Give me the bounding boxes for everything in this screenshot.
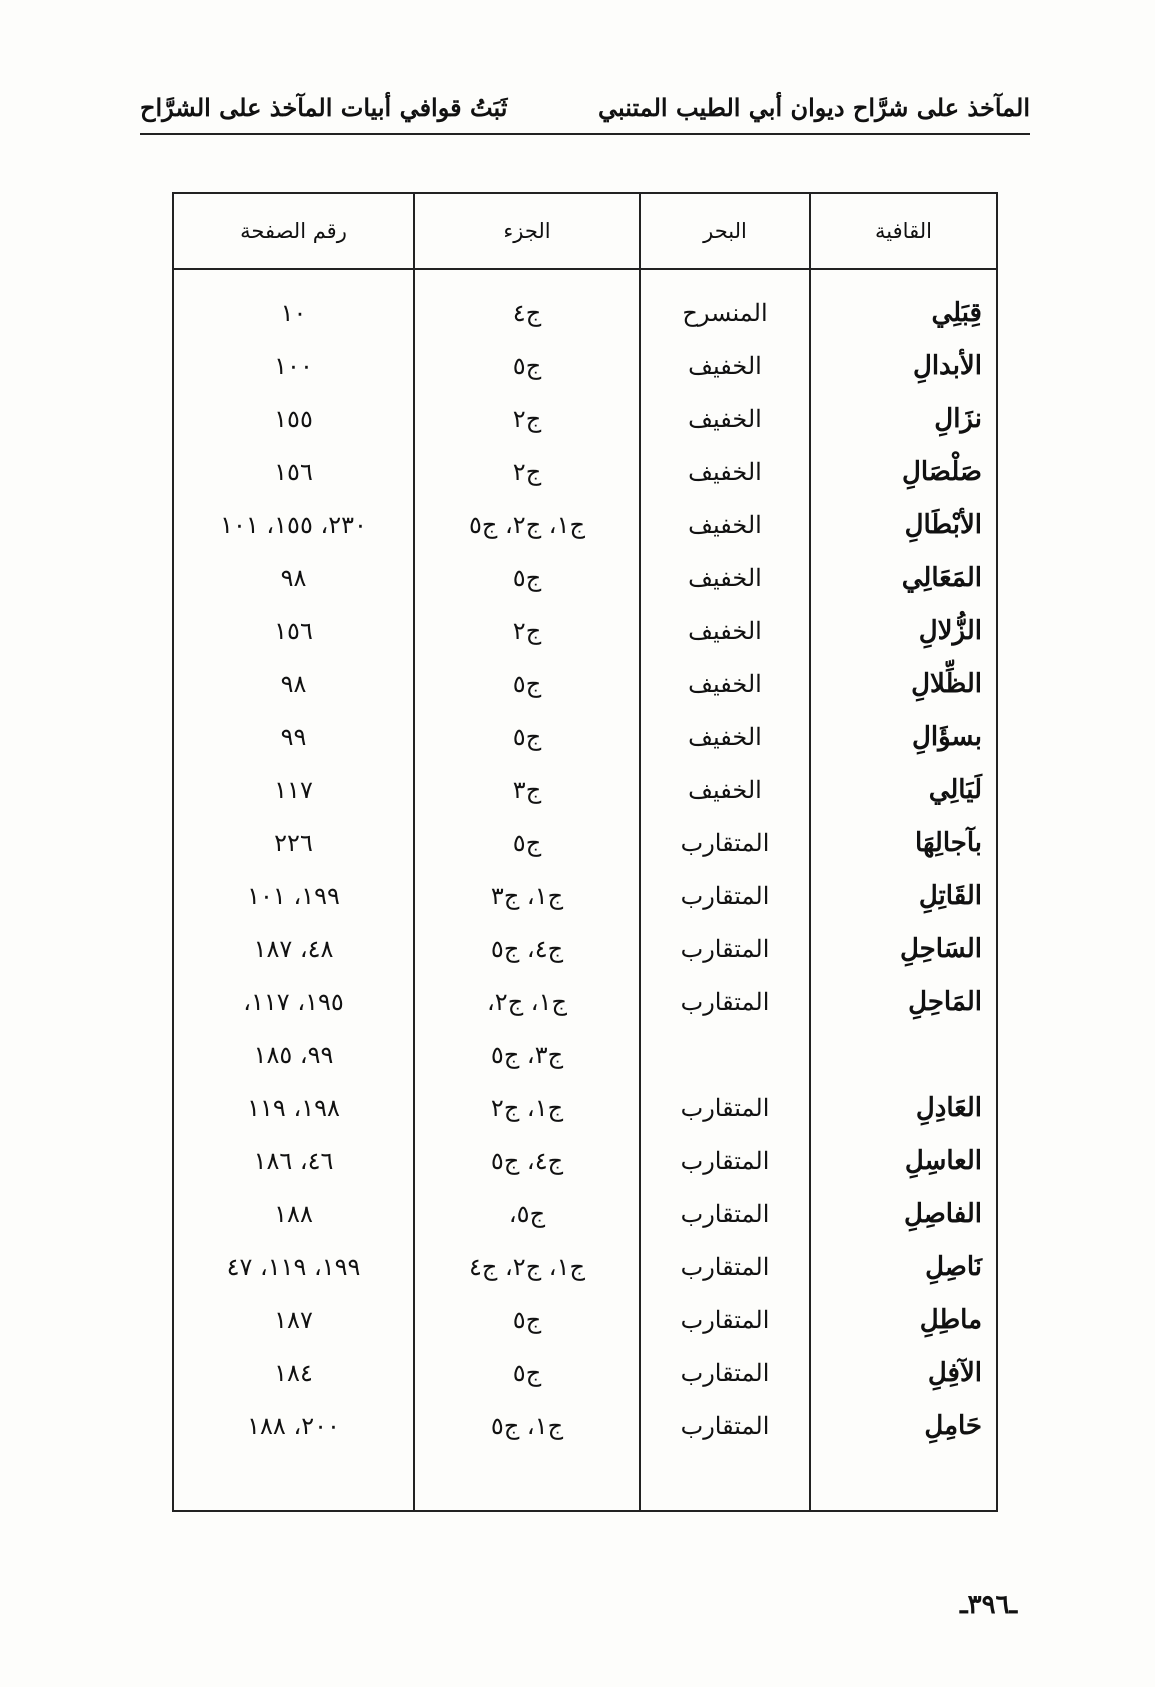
table-spacer-row <box>174 269 996 286</box>
page-cell: ١٠٠ <box>274 351 313 380</box>
qafia-cell: الأبْطَالِ <box>810 498 996 551</box>
page-number: ـ٣٩٦ـ <box>960 1590 1018 1620</box>
spacer-cell <box>414 1452 640 1510</box>
page-cell: ١٨٤ <box>274 1358 313 1387</box>
table-row <box>174 339 996 392</box>
page-cell: ٩٨ <box>280 563 307 592</box>
qafia-cell: نَاصِلِ <box>810 1240 996 1293</box>
table-row <box>174 392 996 445</box>
table-row <box>174 445 996 498</box>
bahr-cell: المتقارب <box>640 816 810 869</box>
bahr-cell: الخفيف <box>640 763 810 816</box>
table-row <box>174 869 996 922</box>
qafia-cell: بسؤَالِ <box>810 710 996 763</box>
page-cell: ١٥٦ <box>274 616 313 645</box>
bahr-cell: المتقارب <box>640 975 810 1028</box>
qafia-cell: الزُّلالِ <box>810 604 996 657</box>
column-header-qafia: القافية <box>810 194 996 269</box>
section-title: ثَبَتُ قوافي أبيات المآخذ على الشرَّاح <box>140 93 508 122</box>
juz-cell: ج٤، ج٥ <box>414 1134 640 1187</box>
page-cell: ٩٩، ١٨٥ <box>253 1040 334 1069</box>
juz-cell: ج١، ج٥ <box>414 1399 640 1452</box>
juz-cell: ج٥ <box>414 657 640 710</box>
bahr-cell: الخفيف <box>640 392 810 445</box>
table-row <box>174 975 996 1028</box>
page-cell: ١٩٩، ١١٩، ٤٧ <box>226 1252 361 1281</box>
table-row <box>174 922 996 975</box>
column-header-juz: الجزء <box>414 194 640 269</box>
table-row <box>174 1293 996 1346</box>
juz-cell: ج٥ <box>414 1346 640 1399</box>
spacer-cell <box>640 269 810 286</box>
spacer-cell <box>174 1452 414 1510</box>
qafia-cell: العاسِلِ <box>810 1134 996 1187</box>
table-row <box>174 816 996 869</box>
table-row <box>174 710 996 763</box>
page-cell: ١٥٦ <box>274 457 313 486</box>
juz-cell: ج٢ <box>414 604 640 657</box>
rhymes-table <box>174 194 996 1510</box>
page-cell: ٢٣٠، ١٥٥، ١٠١ <box>220 510 367 539</box>
page-cell: ٢٠٠، ١٨٨ <box>247 1411 340 1440</box>
qafia-cell: حَامِلِ <box>810 1399 996 1452</box>
qafia-cell: المَعَالِي <box>810 551 996 604</box>
spacer-cell <box>640 1452 810 1510</box>
qafia-cell: بآجالِهَا <box>810 816 996 869</box>
bahr-cell: المتقارب <box>640 1399 810 1452</box>
bahr-cell: الخفيف <box>640 551 810 604</box>
table-row <box>174 1187 996 1240</box>
page-cell: ١٨٨ <box>274 1199 313 1228</box>
table-row <box>174 1240 996 1293</box>
juz-cell: ج٥ <box>414 1293 640 1346</box>
qafia-cell: لَيَالِي <box>810 763 996 816</box>
bahr-cell: المنسرح <box>640 286 810 339</box>
juz-cell: ج١، ج٣ <box>414 869 640 922</box>
rhymes-table-frame <box>172 192 998 1512</box>
page-cell: ١١٧ <box>274 775 313 804</box>
bahr-cell: الخفيف <box>640 657 810 710</box>
table-row <box>174 551 996 604</box>
qafia-cell: القَاتِلِ <box>810 869 996 922</box>
qafia-cell: صَلْصَالِ <box>810 445 996 498</box>
qafia-cell: قِبَلِي <box>810 286 996 339</box>
qafia-cell: نزَالِ <box>810 392 996 445</box>
bahr-cell: المتقارب <box>640 869 810 922</box>
qafia-cell: المَاحِلِ <box>810 975 996 1028</box>
page-cell: ٤٨، ١٨٧ <box>253 934 334 963</box>
table-row <box>174 604 996 657</box>
bahr-cell: المتقارب <box>640 1240 810 1293</box>
page-cell: ٤٦، ١٨٦ <box>253 1146 334 1175</box>
bahr-cell: المتقارب <box>640 1081 810 1134</box>
juz-cell: ج٢ <box>414 392 640 445</box>
table-row <box>174 1346 996 1399</box>
page-cell: ١٩٩، ١٠١ <box>247 881 340 910</box>
bahr-cell: المتقارب <box>640 1346 810 1399</box>
column-header-page: رقم الصفحة <box>174 194 414 269</box>
table-row <box>174 498 996 551</box>
juz-cell: ج٥ <box>414 551 640 604</box>
table-row <box>174 763 996 816</box>
juz-cell: ج٥ <box>414 710 640 763</box>
juz-cell: ج١، ج٢ <box>414 1081 640 1134</box>
table-header-row <box>174 194 996 269</box>
page-cell: ١٩٨، ١١٩ <box>247 1093 340 1122</box>
juz-cell: ج٤ <box>414 286 640 339</box>
table-row <box>174 1134 996 1187</box>
bahr-cell: المتقارب <box>640 1134 810 1187</box>
bahr-cell: الخفيف <box>640 710 810 763</box>
page-cell: ١٥٥ <box>274 404 313 433</box>
table-row <box>174 1028 996 1081</box>
bahr-cell: المتقارب <box>640 1293 810 1346</box>
bahr-cell: الخفيف <box>640 445 810 498</box>
bahr-cell: الخفيف <box>640 604 810 657</box>
page-cell: ٢٢٦ <box>274 828 313 857</box>
juz-cell: ج٥ <box>414 339 640 392</box>
page-cell: ٩٨ <box>280 669 307 698</box>
spacer-cell <box>174 269 414 286</box>
qafia-cell: العَادِلِ <box>810 1081 996 1134</box>
juz-cell: ج٥، <box>414 1187 640 1240</box>
juz-cell: ج١، ج٢، ج٤ <box>414 1240 640 1293</box>
table-row <box>174 657 996 710</box>
juz-cell: ج٣، ج٥ <box>414 1028 640 1081</box>
qafia-cell: الظِّلالِ <box>810 657 996 710</box>
table-spacer-row <box>174 1452 996 1510</box>
page-cell: ٩٩ <box>280 722 307 751</box>
juz-cell: ج٣ <box>414 763 640 816</box>
bahr-cell: الخفيف <box>640 498 810 551</box>
table-row <box>174 286 996 339</box>
qafia-cell: السَاحِلِ <box>810 922 996 975</box>
spacer-cell <box>810 1452 996 1510</box>
qafia-cell: الآفِلِ <box>810 1346 996 1399</box>
juz-cell: ج١، ج٢، <box>414 975 640 1028</box>
juz-cell: ج١، ج٢، ج٥ <box>414 498 640 551</box>
spacer-cell <box>810 269 996 286</box>
table-row <box>174 1399 996 1452</box>
bahr-cell: المتقارب <box>640 1187 810 1240</box>
page-cell: ١٨٧ <box>274 1305 313 1334</box>
juz-cell: ج٥ <box>414 816 640 869</box>
juz-cell: ج٤، ج٥ <box>414 922 640 975</box>
juz-cell: ج٢ <box>414 445 640 498</box>
running-header <box>140 85 1030 135</box>
qafia-cell: ماطِلِ <box>810 1293 996 1346</box>
table-row <box>174 1081 996 1134</box>
bahr-cell: المتقارب <box>640 922 810 975</box>
book-title: المآخذ على شرَّاح ديوان أبي الطيب المتنبي <box>598 93 1030 122</box>
page-cell: ١٠ <box>280 298 307 327</box>
bahr-cell <box>640 1028 810 1081</box>
bahr-cell: الخفيف <box>640 339 810 392</box>
column-header-bahr: البحر <box>640 194 810 269</box>
qafia-cell <box>810 1028 996 1081</box>
spacer-cell <box>414 269 640 286</box>
page-cell: ١٩٥، ١١٧، <box>243 987 344 1016</box>
qafia-cell: الفاصِلِ <box>810 1187 996 1240</box>
qafia-cell: الأبدالِ <box>810 339 996 392</box>
